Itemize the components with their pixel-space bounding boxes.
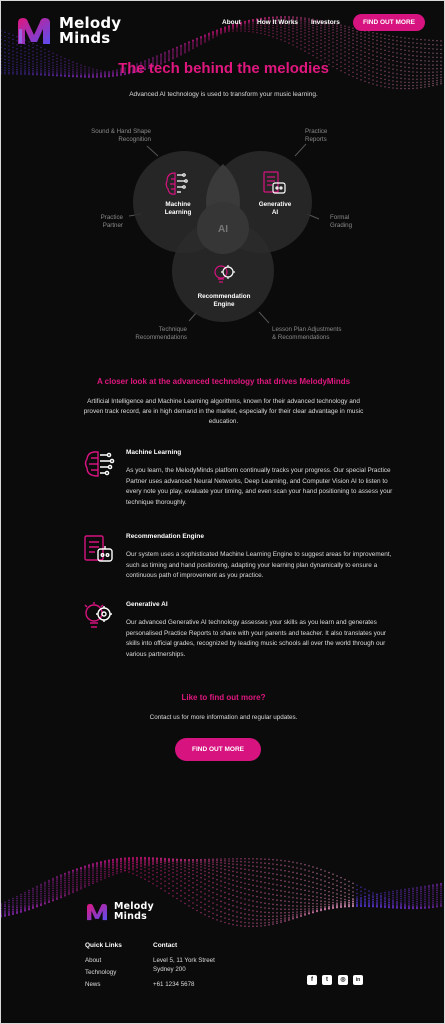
nav-investors[interactable]: Investors (311, 19, 340, 26)
footer-link-news[interactable]: News (85, 981, 101, 988)
connector-lesson (259, 312, 269, 323)
page-subtitle: Advanced AI technology is used to transform your music learning. (129, 91, 318, 98)
feature-title: Machine Learning (126, 449, 182, 456)
find-out-more-button-header[interactable]: FIND OUT MORE (353, 14, 425, 31)
cta-title: Like to find out more? (181, 693, 266, 702)
closer-look-title: A closer look at the advanced technology that drives MelodyMinds (96, 377, 351, 386)
footer-brand-name (114, 902, 154, 922)
logo-mark-icon (85, 902, 109, 922)
venn-rec-label (189, 293, 259, 309)
footer-brand-line1: Melody (114, 901, 154, 912)
outer-label-lesson: Lesson Plan Adjustments & Recommendations (272, 326, 342, 341)
footer-wave-graphic (1, 826, 445, 936)
linkedin-icon[interactable]: in (353, 975, 363, 985)
venn-graphic (1, 116, 445, 356)
contact-phone: +61 1234 5678 (153, 981, 195, 988)
brand-name (59, 16, 121, 46)
logo-mark-icon (15, 15, 53, 47)
footer-link-about[interactable]: About (85, 957, 102, 964)
feature-text: Our advanced Generative AI technology assesses your skills as you learn and generates personalised Practice Reports to share with your parents and teacher. It also translates your skills into official grades, recognized by leading music schools all over the world through our various partnerships. (126, 619, 387, 658)
find-out-more-button[interactable]: FIND OUT MORE (175, 738, 261, 761)
outer-label-technique: Technique Recommendations (135, 326, 187, 341)
connector-sound (147, 146, 158, 156)
nav-about[interactable]: About (222, 19, 241, 26)
twitter-icon[interactable]: t (322, 975, 332, 985)
footer-link-technology[interactable]: Technology (85, 969, 117, 976)
outer-label-reports: Practice Reports (305, 128, 328, 143)
cta-subtitle: Contact us for more information and regular updates. (149, 714, 298, 721)
lightbulb-gear-icon (83, 601, 115, 633)
outer-label-partner: Practice Partner (100, 214, 123, 229)
quick-links-heading: Quick Links (85, 942, 122, 949)
brand-line1: Melody (59, 14, 122, 32)
connector-reports (295, 144, 306, 156)
brand-line2: Minds (59, 29, 111, 47)
footer-logo[interactable] (85, 902, 154, 922)
venn-center-label: AI (218, 224, 228, 235)
outer-label-grading: Formal Grading (330, 214, 353, 229)
report-robot-icon (83, 533, 115, 565)
venn-ml-label (149, 201, 207, 217)
outer-label-sound: Sound & Hand Shape Recognition (91, 128, 151, 143)
feature-text: Our system uses a sophisticated Machine Learning Engine to suggest areas for improvement, such as timing and hand positioning, adapting your learning plan dynamically to ensure a continuous path of improvement as you practice. (126, 551, 392, 580)
contact-heading: Contact (153, 942, 178, 949)
feature-title: Recommendation Engine (126, 533, 205, 540)
venn-gen-text: Generative AI (258, 201, 292, 216)
brand-logo[interactable] (15, 15, 121, 47)
instagram-icon[interactable]: ◎ (338, 975, 348, 985)
nav-how-it-works[interactable]: How It Works (257, 19, 299, 26)
facebook-icon[interactable]: f (307, 975, 317, 985)
ai-venn-diagram (1, 116, 445, 356)
feature-title: Generative AI (126, 601, 168, 608)
footer-brand-line2: Minds (114, 911, 147, 922)
contact-address-1: Level 5, 11 York Street (153, 957, 215, 964)
venn-rec-text: Recommendation Engine (197, 293, 251, 308)
contact-address-2: Sydney 200 (153, 966, 186, 973)
closer-look-text: Artificial Intelligence and Machine Learning algorithms, known for their advanced technology and proven track record, are in high demand in the market, especially for their clear advantage in music education. (83, 398, 364, 425)
venn-gen-label (245, 201, 305, 217)
feature-text: As you learn, the MelodyMinds platform continually tracks your progress. Our special Practice Partner uses advanced Neural Networks, Deep Learning, and Computer Vision AI to listen to every note you play, evaluate your timing, and even scan your hand positioning to assess your technique thoroughly. (126, 467, 393, 506)
venn-ml-text: Machine Learning (164, 201, 192, 216)
brain-circuit-icon (83, 449, 115, 481)
page-title: The tech behind the melodies (118, 60, 329, 77)
